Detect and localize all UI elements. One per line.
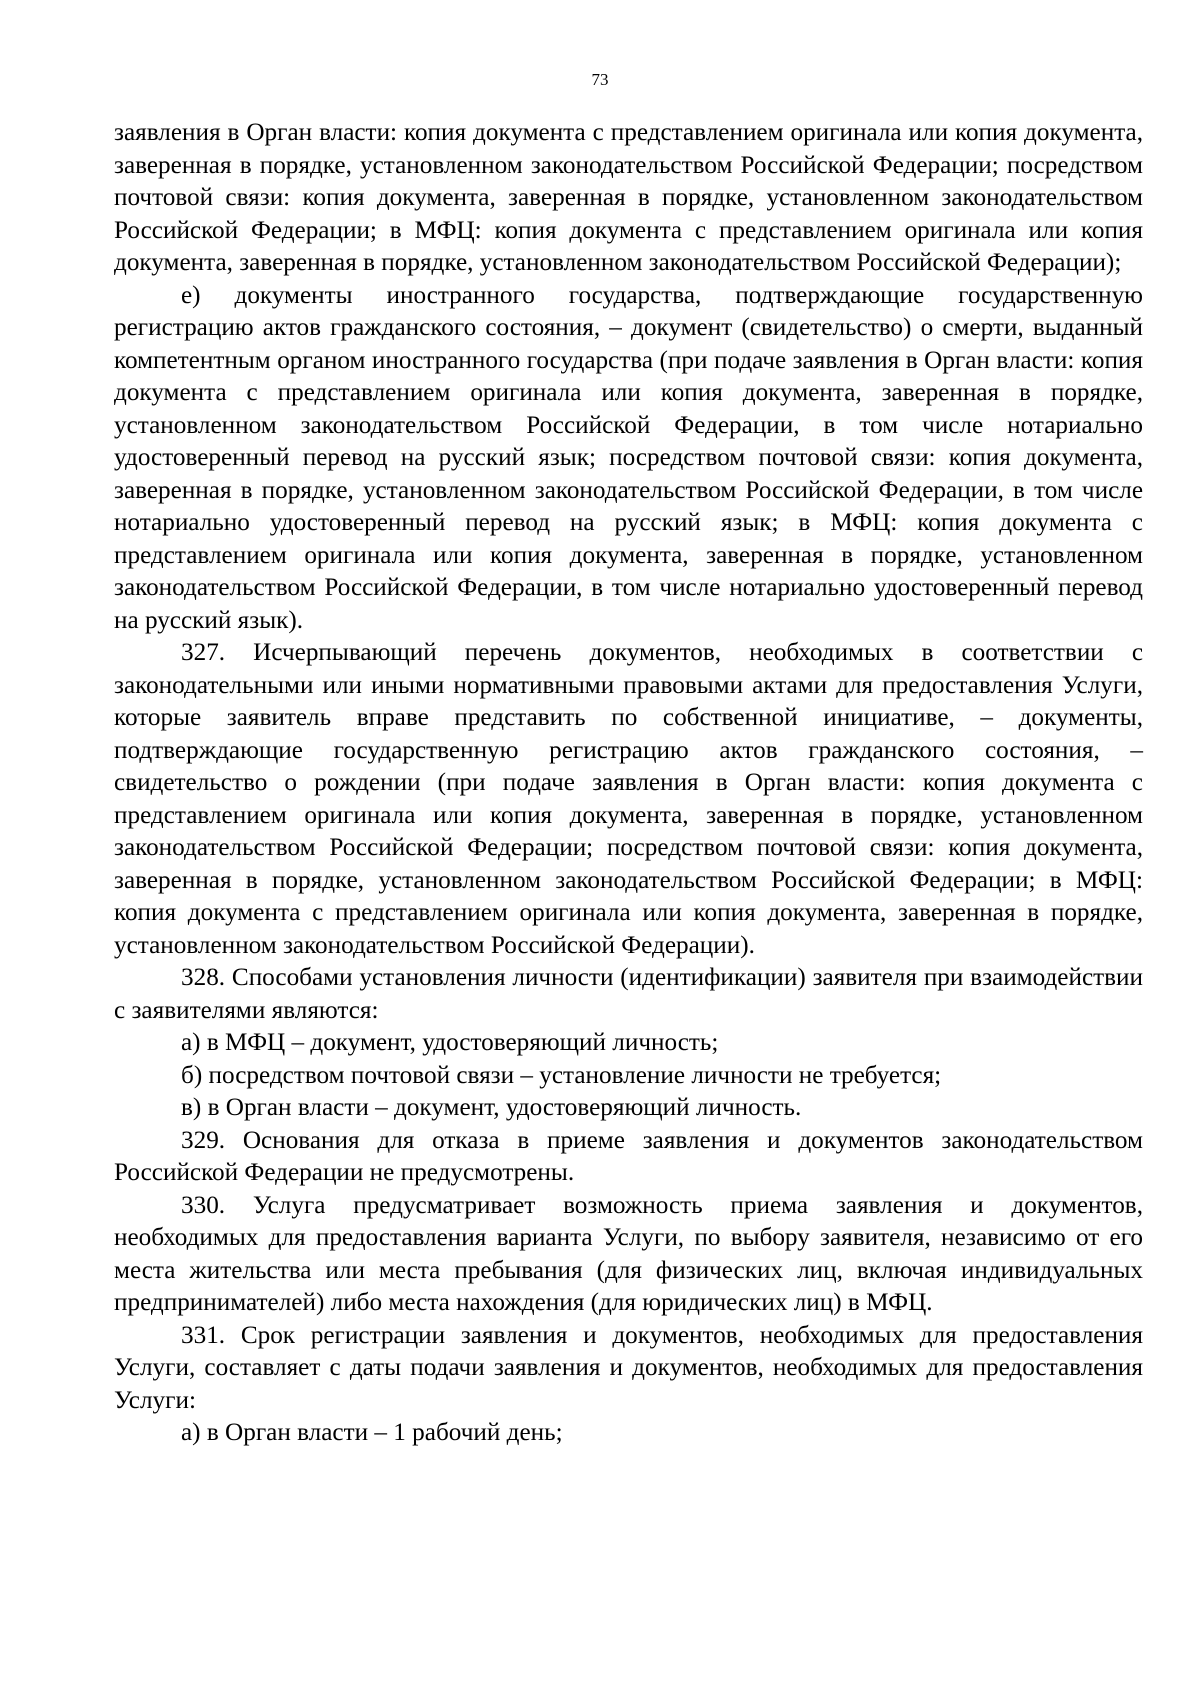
paragraph-item-e: е) документы иностранного государства, подтверждающие государственную регистрацию актов гражданского состояния, – документ (свидетельство) о смерти, выданный компетентным органом иностранного государства (при подаче заявления в Орган власти: копия документа с представлением оригинала или копия документа, заверенная в порядке, установленном законодательством Российской Федерации, в том числе нотариально удостоверенный перевод на русский язык; посредством почтовой связи: копия документа, заверенная в порядке, установленном законодательством Российской Федерации, в том числе нотариально удостоверенный перевод на русский язык; в МФЦ: копия документа с представлением оригинала или копия документа, заверенная в порядке, установленном законодательством Российской Федерации, в том числе нотариально удостоверенный перевод на русский язык). [114,281,1143,634]
paragraph-331: 331. Срок регистрации заявления и документов, необходимых для предоставления Услуги, составляет с даты подачи заявления и документов, необходимых для предоставления Услуги: [114,1321,1143,1414]
paragraph-329: 329. Основания для отказа в приеме заявления и документов законодательством Российской Федерации не предусмотрены. [114,1126,1143,1186]
document-body [114,117,1143,1450]
paragraph-328-item-v: в) в Орган власти – документ, удостоверяющий личность. [181,1094,802,1121]
page-number: 73 [591,70,609,89]
paragraph-331-item-a: а) в Орган власти – 1 рабочий день; [181,1419,563,1446]
paragraph-continuation: заявления в Орган власти: копия документа с представлением оригинала или копия документа, заверенная в порядке, установленном законодательством Российской Федерации; посредством почтовой связи: копия документа, заверенная в порядке, установленном законодательством Российской Федерации; в МФЦ: копия документа с представлением оригинала или копия документа, заверенная в порядке, установленном законодательством Российской Федерации); [114,119,1143,276]
paragraph-328-item-a: а) в МФЦ – документ, удостоверяющий личность; [181,1029,719,1056]
paragraph-328: 328. Способами установления личности (идентификации) заявителя при взаимодействии с заявителями являются: [114,964,1143,1024]
paragraph-327: 327. Исчерпывающий перечень документов, необходимых в соответствии с законодательными или иными нормативными правовыми актами для предоставления Услуги, которые заявитель вправе представить по собственной инициативе, – документы, подтверждающие государственную регистрацию актов гражданского состояния, – свидетельство о рождении (при подаче заявления в Орган власти: копия документа с представлением оригинала или копия документа, заверенная в порядке, установленном законодательством Российской Федерации; посредством почтовой связи: копия документа, заверенная в порядке, установленном законодательством Российской Федерации; в МФЦ: копия документа с представлением оригинала или копия документа, заверенная в порядке, установленном законодательством Российской Федерации). [114,639,1143,959]
paragraph-330: 330. Услуга предусматривает возможность приема заявления и документов, необходимых для предоставления варианта Услуги, по выбору заявителя, независимо от его места жительства или места пребывания (для физических лиц, включая индивидуальных предпринимателей) либо места нахождения (для юридических лиц) в МФЦ. [114,1191,1143,1316]
paragraph-328-item-b: б) посредством почтовой связи – установление личности не требуется; [181,1061,942,1089]
